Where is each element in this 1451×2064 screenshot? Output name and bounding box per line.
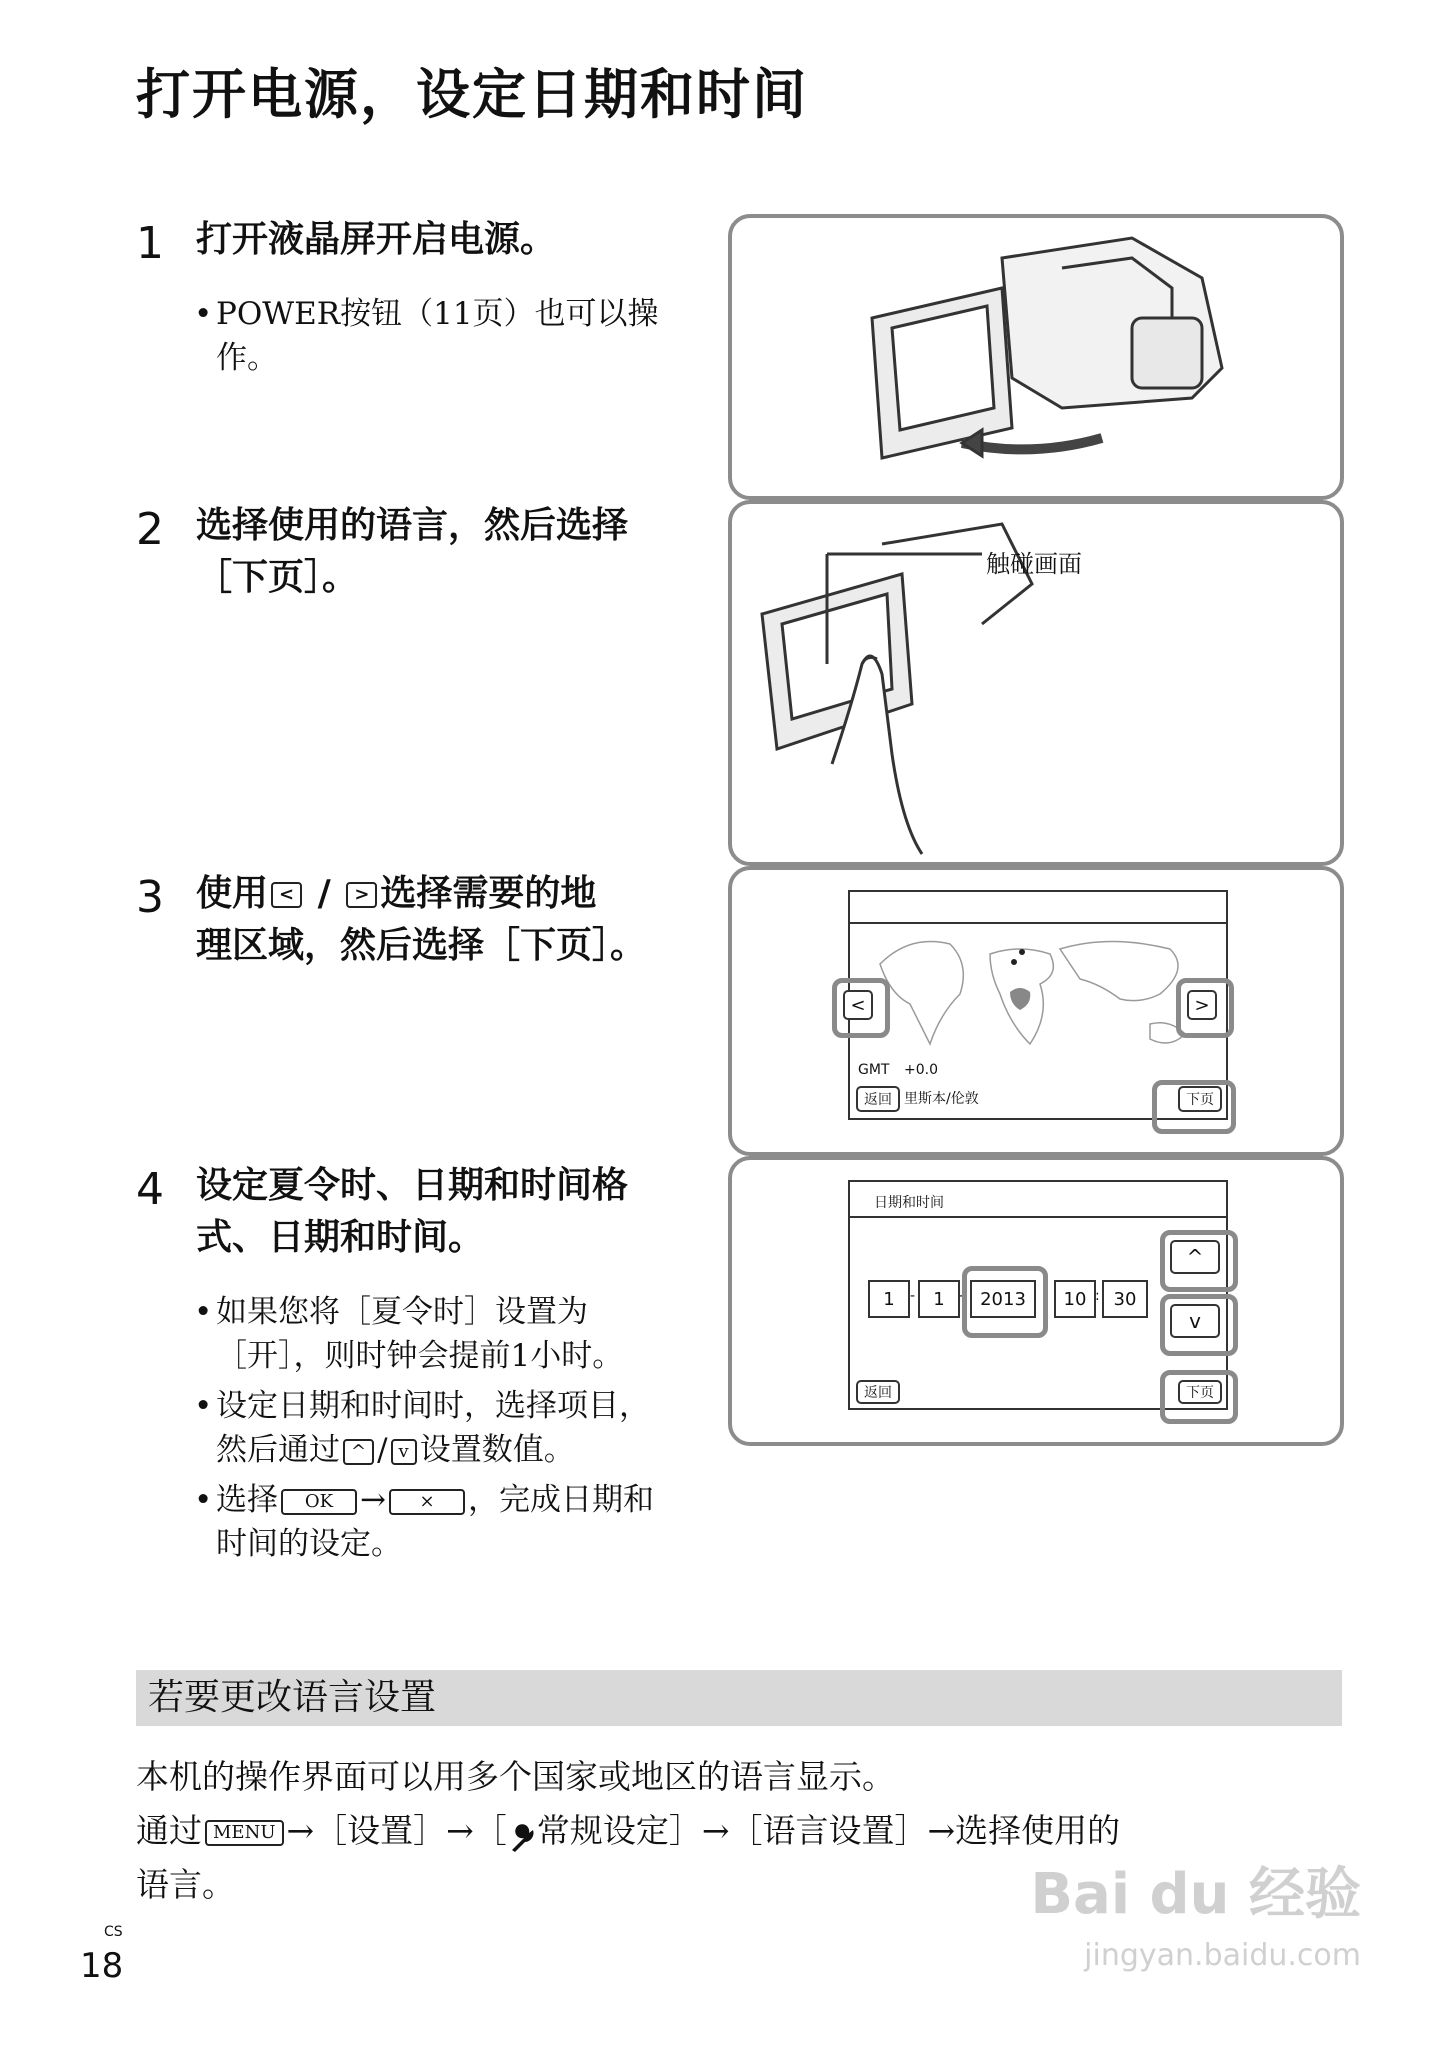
- next-button[interactable]: 下页: [1178, 1380, 1222, 1404]
- step-4-note-3: • 选择 OK → × ，完成日期和 时间的设定。: [216, 1478, 716, 1566]
- step-3-text-b: /: [305, 873, 344, 914]
- month-field[interactable]: 1: [868, 1280, 910, 1318]
- hour-field[interactable]: 10: [1054, 1280, 1096, 1318]
- page-number: 18: [80, 1946, 124, 1986]
- chevron-up-icon[interactable]: ^: [1170, 1240, 1220, 1274]
- step-1-text: 打开液晶屏开启电源。: [196, 219, 557, 260]
- left-arrow-key-icon: <: [271, 882, 302, 908]
- step-4-note-2-text-b: 设置数值。: [419, 1432, 575, 1468]
- city-label: 里斯本/伦敦: [904, 1091, 979, 1107]
- year-field[interactable]: 2013: [970, 1280, 1036, 1318]
- step-2-text: [196, 500, 716, 604]
- step-3-line-2: 理区域，然后选择［下页］。: [196, 925, 647, 966]
- back-button[interactable]: 返回: [856, 1380, 900, 1404]
- page-language-code: CS: [104, 1924, 123, 1940]
- next-highlight: [1160, 1370, 1238, 1424]
- menu-key-icon: MENU: [205, 1820, 284, 1846]
- right-arrow-key-icon: >: [346, 882, 377, 908]
- step-4-note-1: • 如果您将［夏令时］设置为 ［开］，则时钟会提前1小时。: [216, 1290, 716, 1378]
- year-highlight: [962, 1266, 1048, 1338]
- world-map-icon: [850, 924, 1226, 1074]
- step-1-number: 1: [136, 218, 164, 269]
- minute-field[interactable]: 30: [1102, 1280, 1148, 1318]
- wrench-icon: [507, 1818, 537, 1848]
- baidu-watermark-url: jingyan.baidu.com: [1084, 1938, 1361, 1973]
- step-2-number: 2: [136, 504, 164, 555]
- panel-camcorder-open: [728, 214, 1344, 500]
- step-4-line-2: 式、日期和时间。: [196, 1217, 485, 1258]
- step-4-note-2-text-a: 然后通过: [216, 1432, 340, 1468]
- step-3-text: [196, 868, 736, 972]
- up-highlight: [1160, 1230, 1238, 1292]
- up-key-icon: ^: [343, 1439, 374, 1465]
- step-3-line-1: [196, 868, 736, 920]
- baidu-watermark-logo: Bai du 经验: [1030, 1862, 1361, 1927]
- next-button[interactable]: 下页: [1178, 1086, 1222, 1112]
- panel-date-time: [728, 1156, 1344, 1446]
- body-line-2-text-b: →［设置］→［: [286, 1811, 507, 1850]
- arrow-right-icon: →: [360, 1482, 386, 1518]
- gmt-value: +0.0: [904, 1062, 938, 1078]
- camcorder-illustration: [732, 218, 1340, 496]
- step-3-number: 3: [136, 872, 164, 923]
- step-4-text: [196, 1160, 716, 1264]
- down-key-icon: v: [391, 1439, 417, 1465]
- step-4-note-2-slash: /: [377, 1432, 388, 1468]
- step-4-line-1: 设定夏令时、日期和时间格: [196, 1165, 629, 1206]
- panel-touch-screen: [728, 500, 1344, 866]
- date-separator-1: -: [910, 1288, 916, 1304]
- step-3-text-a: 使用: [196, 873, 269, 914]
- step-4-note-3-text-b: ，完成日期和: [467, 1482, 654, 1518]
- step-4-number: 4: [136, 1164, 164, 1215]
- date-time-header: 日期和时间: [874, 1195, 944, 1211]
- down-highlight: [1160, 1294, 1238, 1356]
- step-2-line-2: ［下页］。: [196, 557, 359, 598]
- gmt-label: GMT: [858, 1062, 890, 1078]
- body-line-2-text-a: 通过: [136, 1811, 202, 1850]
- section-title: 若要更改语言设置: [148, 1677, 437, 1718]
- step-4-note-2-line-1: 设定日期和时间时，选择项目，: [216, 1388, 650, 1424]
- region-screen-header: [850, 892, 1226, 924]
- time-separator: :: [1095, 1288, 1100, 1304]
- right-highlight: [1176, 978, 1234, 1038]
- step-4-note-3-line-1: [216, 1478, 716, 1522]
- day-field[interactable]: 1: [918, 1280, 960, 1318]
- step-1-note: • POWER按钮（11页）也可以操作。: [194, 296, 659, 376]
- step-4-note-3-text-a: 选择: [216, 1482, 278, 1518]
- step-4-note-1-line-1: 如果您将［夏令时］设置为: [216, 1294, 588, 1330]
- touch-screen-callout: 触碰画面: [986, 550, 1082, 578]
- step-4-note-1-line-2: ［开］，则时钟会提前1小时。: [216, 1338, 624, 1374]
- ok-key-icon: OK: [281, 1489, 357, 1515]
- chevron-left-icon[interactable]: <: [843, 990, 873, 1020]
- body-line-2-text-c: 常规设定］→［语言设置］→选择使用的: [536, 1811, 1121, 1850]
- back-button[interactable]: 返回: [856, 1086, 900, 1112]
- body-line-3: 语言。: [136, 1865, 235, 1904]
- left-highlight: [832, 978, 890, 1038]
- next-highlight: [1152, 1080, 1236, 1134]
- body-line-1: 本机的操作界面可以用多个国家或地区的语言显示。: [136, 1757, 895, 1796]
- panel-region-map: [728, 866, 1344, 1156]
- step-4-note-2: • 设定日期和时间时，选择项目， 然后通过 ^ / v 设置数值。: [216, 1384, 716, 1472]
- chevron-down-icon[interactable]: v: [1170, 1304, 1220, 1338]
- date-separator-2: -: [959, 1288, 965, 1304]
- step-2-line-1: 选择使用的语言，然后选择: [196, 505, 629, 546]
- step-4-note-2-line-2: [216, 1428, 716, 1472]
- close-key-icon: ×: [389, 1489, 465, 1515]
- step-4-note-3-line-2: 时间的设定。: [216, 1526, 402, 1562]
- body-line-2: [136, 1806, 1120, 1856]
- step-3-text-c: 选择需要的地: [380, 873, 597, 914]
- chevron-right-icon: >: [1187, 990, 1217, 1020]
- page-title: 打开电源，设定日期和时间: [136, 63, 808, 126]
- step-1-note-text: POWER按钮（11页）也可以操作。: [216, 296, 659, 376]
